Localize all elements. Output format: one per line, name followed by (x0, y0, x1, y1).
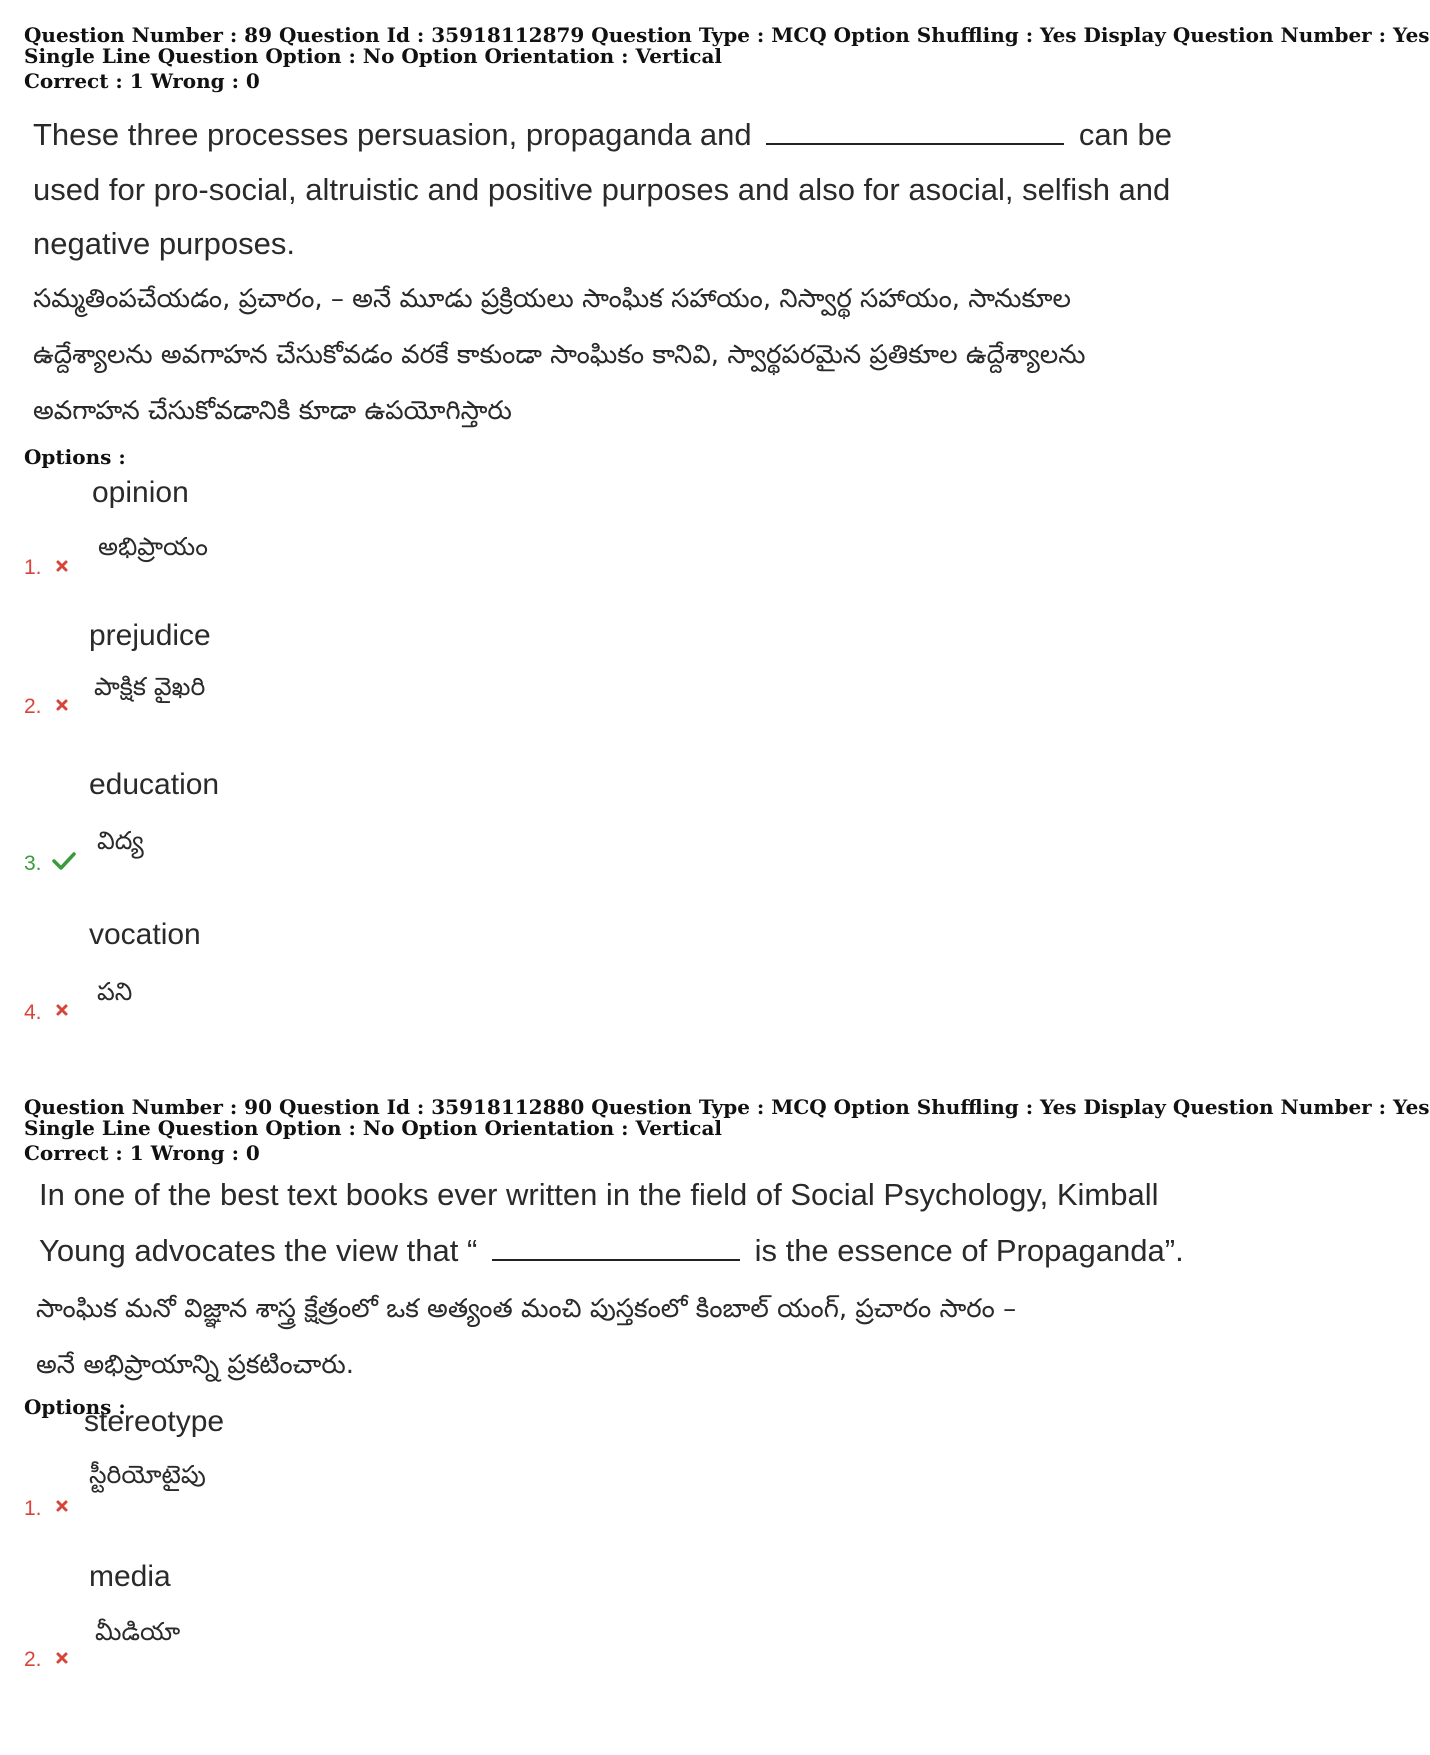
q89-option1-telugu: అభిప్రాయం (98, 532, 208, 561)
q89-option4-english: vocation (89, 918, 201, 951)
q90-marks: Correct : 1 Wrong : 0 (24, 1141, 260, 1165)
q89-meta-line2: Single Line Question Option : No Option Orientation : Vertical (24, 44, 723, 68)
q89-meta-line1: Question Number : 89 Question Id : 35918112879 Question Type : MCQ Option Shuffling : Yes Display Question Number : Yes (24, 23, 1430, 47)
q90-option2-english: media (89, 1560, 171, 1593)
q89-option2-telugu: పాక్షిక వైఖరి (94, 672, 206, 701)
q89-question-text-a: These three processes persuasion, propaganda and (33, 117, 752, 152)
q89-telugu-line3: అవగాహన చేసుకోవడానికి కూడా ఉపయోగిస్తారు (33, 396, 512, 426)
q89-telugu-line2: ఉద్దేశ్యాలను అవగాహన చేసుకోవడం వరకే కాకుండా సాంఘికం కానివి, స్వార్థపరమైన ప్రతికూల ఉద్దేశ్యాలను (33, 340, 1086, 370)
cross-icon (55, 1003, 69, 1017)
q89-question-line3: negative purposes. (33, 226, 295, 261)
q90-option2-number: 2. (24, 1648, 42, 1671)
q89-option2-english: prejudice (89, 619, 211, 652)
q89-option1-number: 1. (24, 556, 42, 579)
q90-meta-line1: Question Number : 90 Question Id : 35918112880 Question Type : MCQ Option Shuffling : Yes Display Question Number : Yes (24, 1095, 1430, 1119)
q89-question-line1 (33, 107, 1172, 162)
q90-telugu-line2: అనే అభిప్రాయాన్ని ప్రకటించారు. (36, 1350, 354, 1380)
q89-option2-number: 2. (24, 695, 42, 718)
q89-options-label: Options : (24, 445, 126, 469)
q89-answer-blank (766, 117, 1064, 145)
q90-telugu-line1: సాంఘిక మనో విజ్ఞాన శాస్త్ర క్షేత్రంలో ఒక అత్యంత మంచి పుస్తకంలో కింబాల్ యంగ్, ప్రచారం సారం – (36, 1294, 1017, 1324)
q90-option1-english: stereotype (84, 1405, 225, 1438)
q89-marks: Correct : 1 Wrong : 0 (24, 69, 260, 93)
q90-question-text-b: is the essence of Propaganda”. (754, 1233, 1184, 1268)
q89-option4-telugu: పని (97, 977, 133, 1006)
q89-option1-english: opinion (92, 476, 189, 509)
cross-icon (55, 698, 69, 712)
q89-telugu-line1: సమ్మతింపచేయడం, ప్రచారం, – అనే మూడు ప్రక్రియలు సాంఘిక సహాయం, నిస్వార్థ సహాయం, సానుకూల (33, 284, 1071, 314)
q89-option3-english: education (89, 768, 220, 801)
q90-options-label: Options : (24, 1395, 126, 1419)
cross-icon (55, 1651, 69, 1665)
q89-question-line2: used for pro-social, altruistic and positive purposes and also for asocial, selfish and (33, 172, 1171, 207)
q89-option4-number: 4. (24, 1001, 42, 1024)
q90-answer-blank (492, 1233, 740, 1261)
q90-option1-number: 1. (24, 1497, 42, 1520)
q90-question-text-a: Young advocates the view that “ (39, 1233, 478, 1268)
q89-option3-telugu: విద్య (97, 826, 144, 855)
cross-icon (55, 559, 69, 573)
q89-question-text-b: can be (1078, 117, 1172, 152)
cross-icon (55, 1499, 69, 1513)
q90-question-line1: In one of the best text books ever written in the field of Social Psychology, Kimball (39, 1177, 1159, 1212)
q90-option1-telugu: స్టీరియోటైపు (89, 1460, 206, 1489)
q89-option3-number: 3. (24, 852, 42, 875)
q90-question-line2 (39, 1223, 1184, 1278)
q90-meta-line2: Single Line Question Option : No Option Orientation : Vertical (24, 1116, 723, 1140)
check-icon (52, 851, 76, 871)
q90-option2-telugu: మీడియా (95, 1617, 181, 1646)
